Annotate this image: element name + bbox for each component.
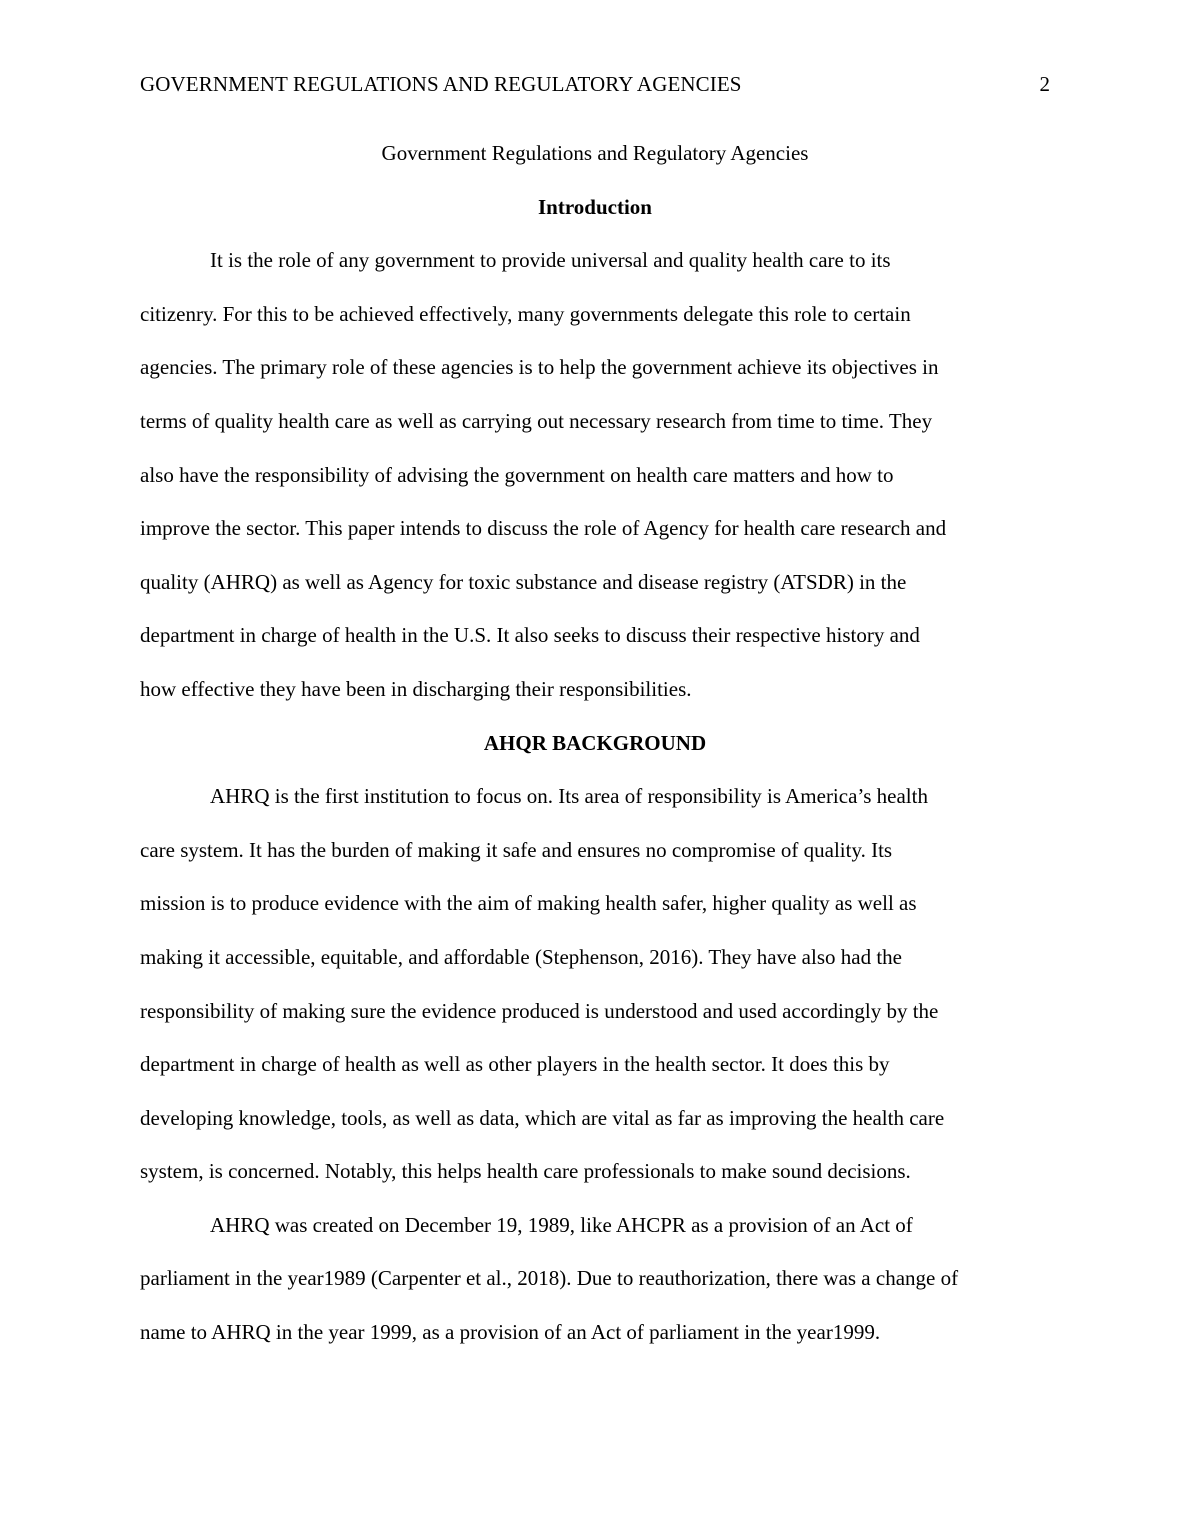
paragraph-line: mission is to produce evidence with the aim of making health safer, higher quality as well as [140,891,917,916]
paragraph-line: department in charge of health as well as other players in the health sector. It does this by [140,1052,890,1077]
paragraph-line: agencies. The primary role of these agencies is to help the government achieve its objectives in [140,355,939,380]
paragraph-line: also have the responsibility of advising the government on health care matters and how to [140,462,894,487]
paragraph-line: department in charge of health in the U.S. It also seeks to discuss their respective history and [140,623,920,648]
document-title: Government Regulations and Regulatory Agencies [381,141,809,165]
paragraph [140,234,1050,716]
paragraph-line: It is the role of any government to provide universal and quality health care to its [210,248,891,273]
section-heading: Introduction [538,194,652,219]
section-heading: AHQR BACKGROUND [483,730,707,755]
paragraph-line: developing knowledge, tools, as well as data, which are vital as far as improving the health care [140,1105,945,1130]
section-ahqr-background [140,717,1050,1360]
paragraph-line: making it accessible, equitable, and affordable (Stephenson, 2016). They have also had the [140,944,902,969]
document-body [140,127,1050,1360]
running-head: GOVERNMENT REGULATIONS AND REGULATORY AGENCIES [140,72,742,96]
paragraph [140,770,1050,1199]
paragraph-line: how effective they have been in discharging their responsibilities. [140,676,692,701]
paragraph-line: citizenry. For this to be achieved effectively, many governments delegate this role to certain [140,301,911,326]
paragraph-line: AHRQ is the first institution to focus on. Its area of responsibility is America’s health [210,784,928,809]
paragraph-line: terms of quality health care as well as carrying out necessary research from time to time. They [140,408,933,433]
paragraph [140,1199,1050,1360]
paragraph-line: AHRQ was created on December 19, 1989, like AHCPR as a provision of an Act of [210,1212,913,1237]
section-introduction [140,181,1050,717]
paragraph-line: quality (AHRQ) as well as Agency for toxic substance and disease registry (ATSDR) in the [140,569,907,594]
page-number: 2 [1039,72,1050,96]
paragraph-line: responsibility of making sure the evidence produced is understood and used accordingly by the [140,998,939,1023]
paragraph-line: care system. It has the burden of making it safe and ensures no compromise of quality. Its [140,837,893,862]
paragraph-line: name to AHRQ in the year 1999, as a provision of an Act of parliament in the year1999. [140,1320,881,1345]
paragraph-line: parliament in the year1989 (Carpenter et al., 2018). Due to reauthorization, there was a change of [140,1266,959,1291]
paragraph-line: system, is concerned. Notably, this helps health care professionals to make sound decisions. [140,1159,911,1184]
paragraph-line: improve the sector. This paper intends to discuss the role of Agency for health care research and [140,516,947,541]
